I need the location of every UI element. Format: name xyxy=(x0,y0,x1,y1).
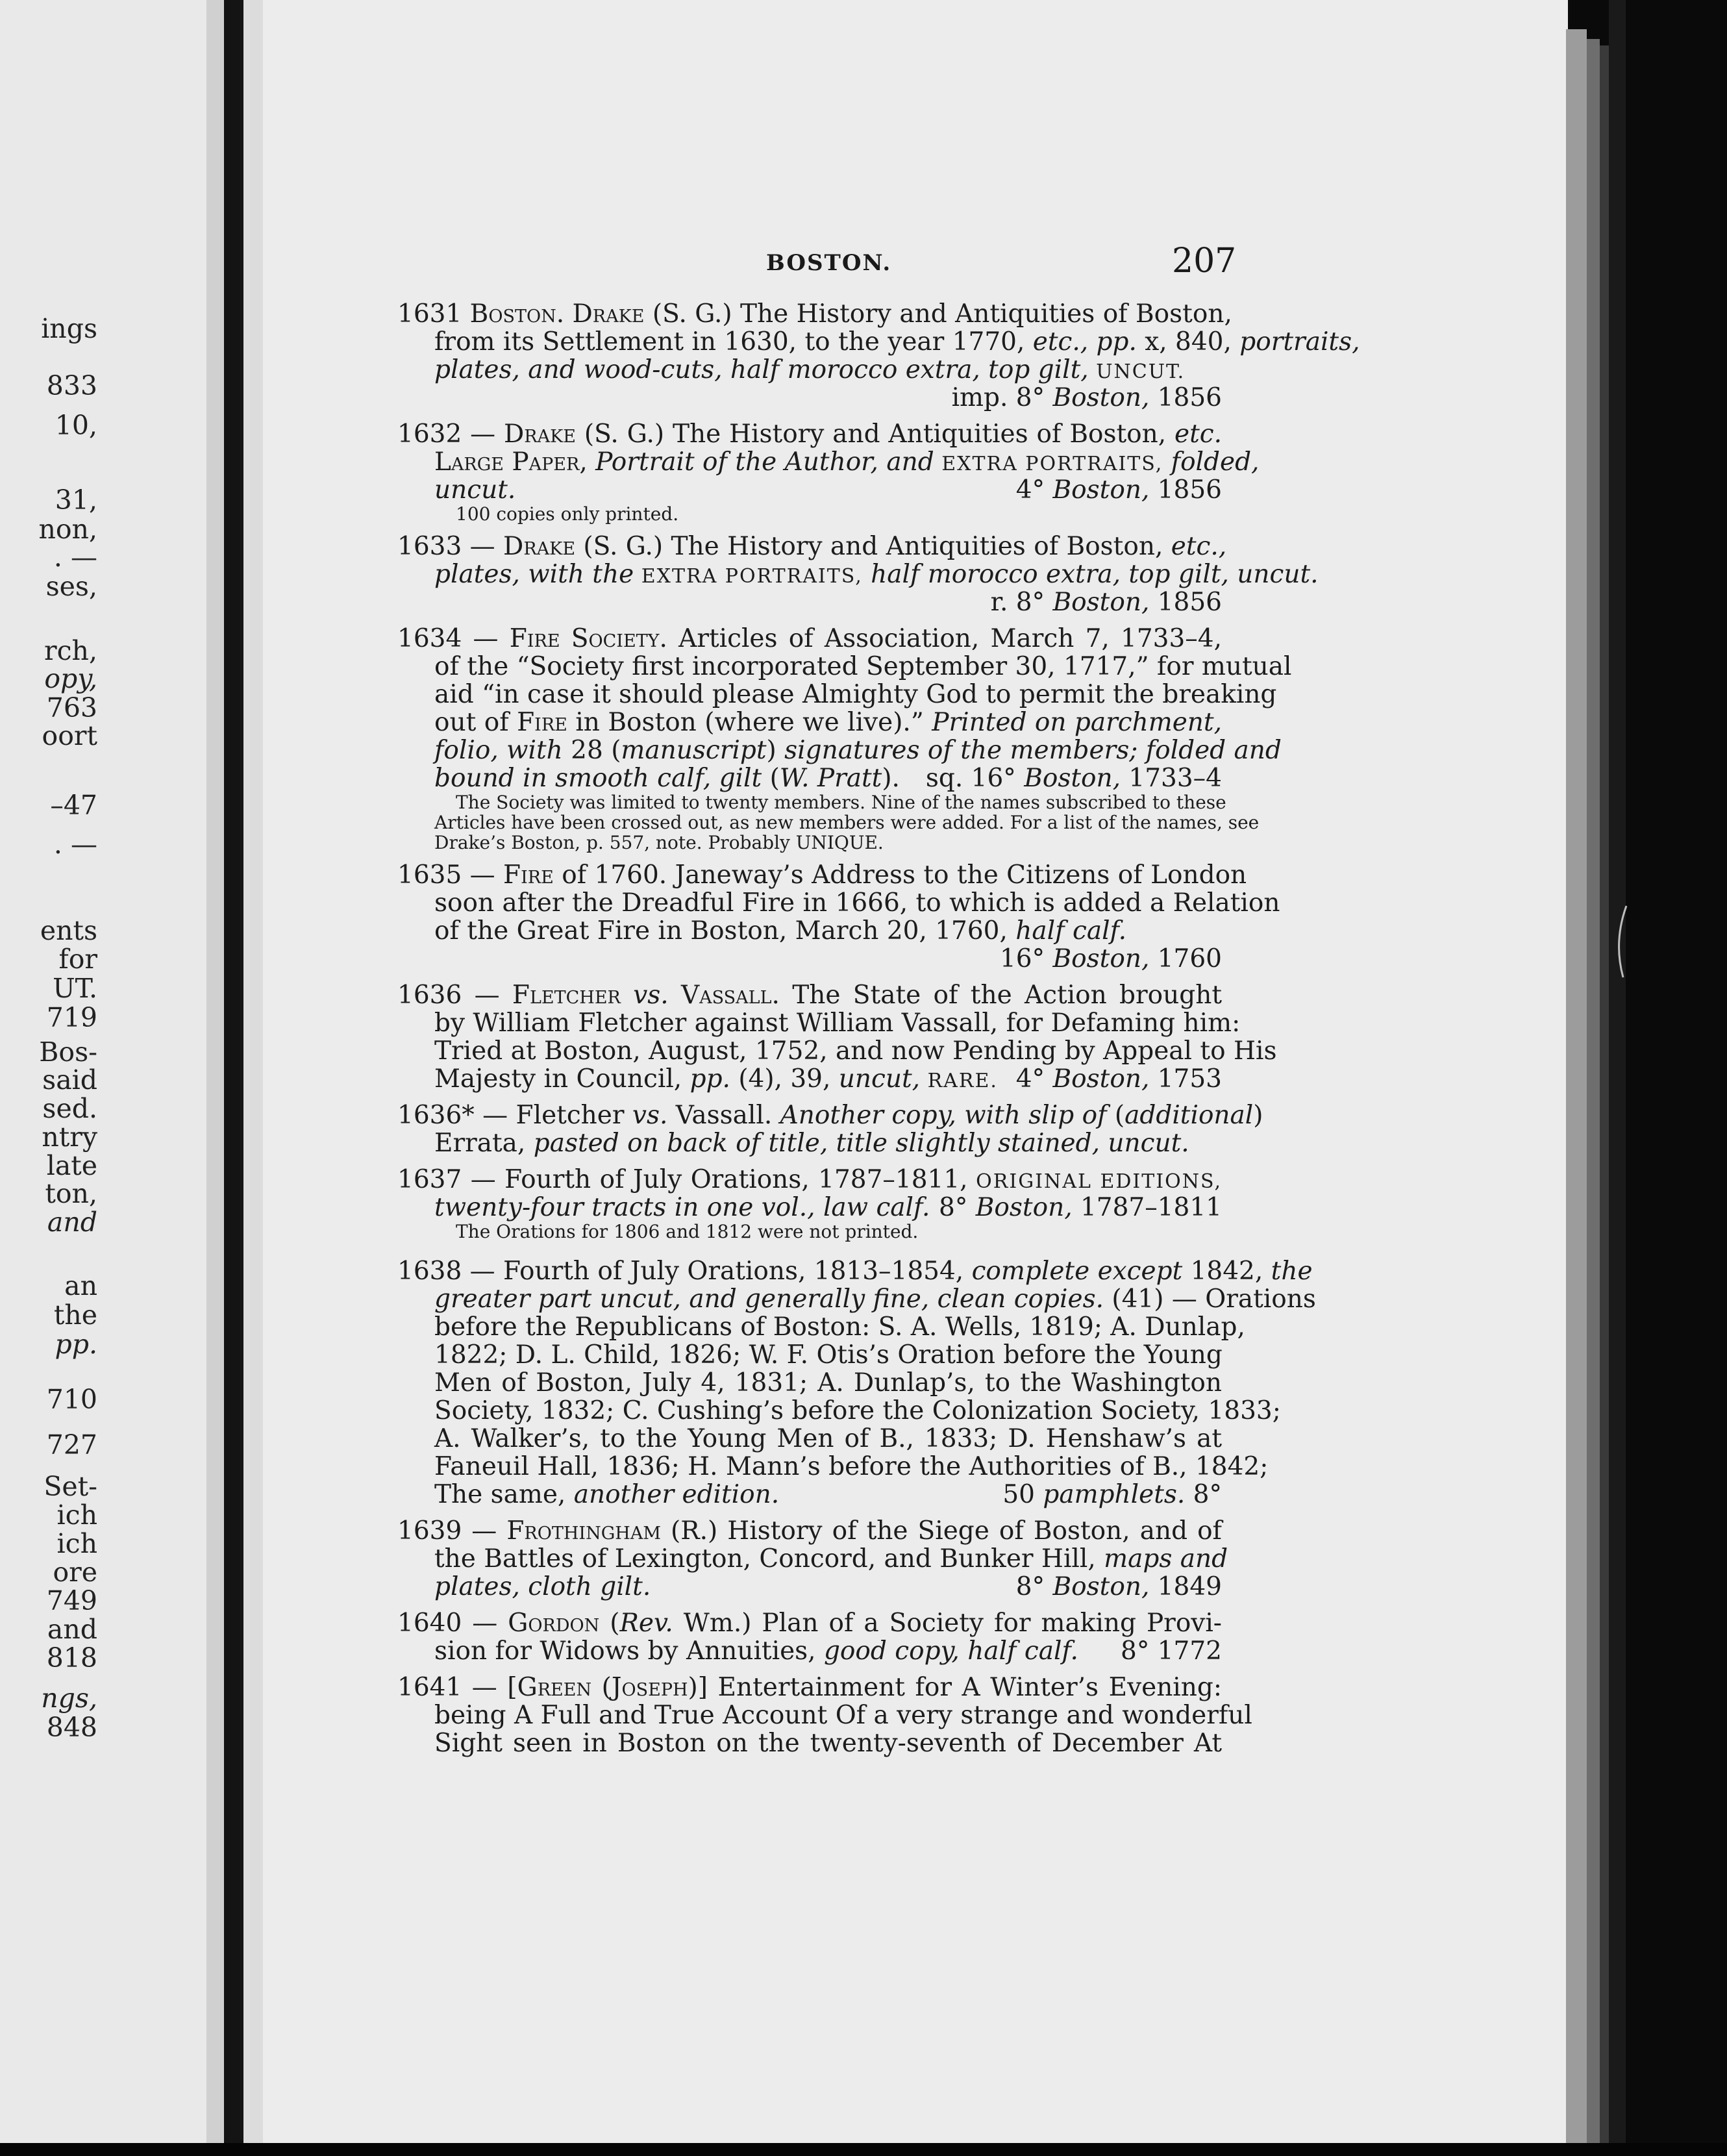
entry-line: folio, with 28 (manuscript) signatures of the members; folded and xyxy=(434,736,1282,765)
entry-line: Sight seen in Boston on the twenty-seventh of December At xyxy=(434,1729,1222,1758)
entry-note: The Orations for 1806 and 1812 were not printed. xyxy=(456,1221,919,1242)
entry-line: plates, and wood-cuts, half morocco extra, top gilt, UNCUT. xyxy=(434,355,1186,384)
left-fragment: Bos- xyxy=(39,1036,97,1068)
left-fragment: 833 xyxy=(46,370,97,401)
left-fragment: . — xyxy=(53,542,97,573)
entry-line: The same, another edition. 50 pamphlets. 8° xyxy=(434,1480,1222,1509)
entry-line: aid “in case it should please Almighty God to permit the breaking xyxy=(434,680,1277,709)
entry-note: Drake’s Boston, p. 557, note. Probably UNIQUE. xyxy=(434,832,884,853)
entry-line: Errata, pasted on back of title, title slightly stained, uncut. xyxy=(434,1129,1189,1158)
entry-line: 1637 — Fourth of July Orations, 1787–1811, ORIGINAL EDITIONS, xyxy=(397,1165,1222,1194)
left-fragment: 10, xyxy=(55,410,97,441)
entry-line: 1632 — Drake (S. G.) The History and Antiquities of Boston, etc. xyxy=(397,420,1223,449)
left-fragment: ich xyxy=(56,1499,97,1531)
left-fragment: ich xyxy=(56,1528,97,1559)
left-fragment: 31, xyxy=(55,484,97,516)
left-fragment: the xyxy=(53,1299,97,1331)
entry-line: plates, cloth gilt. 8° Boston, 1849 xyxy=(434,1572,1222,1601)
entry-line: 1636* — Fletcher vs. Vassall. Another copy, with slip of (additional) xyxy=(397,1101,1263,1130)
left-fragment: pp. xyxy=(55,1329,97,1360)
catalogue-entry-1632 xyxy=(397,420,1260,525)
left-fragment: opy, xyxy=(44,663,97,694)
left-fragment: ents xyxy=(40,915,97,946)
left-fragment: and xyxy=(47,1614,97,1645)
left-fragment: UT. xyxy=(53,973,97,1004)
page-edges xyxy=(1566,29,1587,2153)
catalogue-entry-1636 xyxy=(397,981,1277,1094)
entry-note: The Society was limited to twenty members. Nine of the names subscribed to these xyxy=(456,792,1226,813)
entry-line: 1639 — Frothingham (R.) History of the Siege of Boston, and of xyxy=(397,1516,1222,1546)
catalogue-entry-1640 xyxy=(397,1609,1222,1665)
left-fragment: an xyxy=(64,1270,97,1301)
catalogue-entries xyxy=(397,299,1360,1766)
entry-line: 1633 — Drake (S. G.) The History and Antiquities of Boston, etc., xyxy=(397,532,1227,561)
entry-line: from its Settlement in 1630, to the year 1770, etc., pp. x, 840, portraits, xyxy=(434,327,1360,357)
entry-line: 1636 — Fletcher vs. Vassall. The State of the Action brought xyxy=(397,981,1223,1010)
entry-line: greater part uncut, and generally fine, clean copies. (41) — Orations xyxy=(434,1285,1316,1314)
left-fragment: sed. xyxy=(42,1093,97,1124)
entry-line: bound in smooth calf, gilt (W. Pratt). sq. 16° Boston, 1733–4 xyxy=(434,764,1222,793)
entry-line: uncut. 4° Boston, 1856 xyxy=(434,475,1222,505)
left-fragment: 848 xyxy=(46,1712,97,1743)
entry-line: 1631 Boston. Drake (S. G.) The History and Antiquities of Boston, xyxy=(397,299,1232,329)
left-fragment: ore xyxy=(53,1557,97,1588)
left-fragment: oort xyxy=(42,720,97,751)
entry-line: of the Great Fire in Boston, March 20, 1760, half calf. xyxy=(434,916,1126,946)
entry-line: A. Walker’s, to the Young Men of B., 1833; D. Henshaw’s at xyxy=(434,1424,1222,1453)
entry-imprint: imp. 8° Boston, 1856 xyxy=(951,383,1222,412)
entry-line: before the Republicans of Boston: S. A. Wells, 1819; A. Dunlap, xyxy=(434,1312,1245,1342)
entry-line: Tried at Boston, August, 1752, and now Pending by Appeal to His xyxy=(434,1036,1277,1066)
left-fragment: ings xyxy=(41,313,97,344)
left-fragment: 749 xyxy=(46,1585,97,1616)
entry-imprint: r. 8° Boston, 1856 xyxy=(990,588,1222,617)
catalogue-entry-1641 xyxy=(397,1673,1252,1758)
left-fragment: . — xyxy=(53,829,97,860)
entry-imprint: 16° Boston, 1760 xyxy=(999,944,1222,973)
entry-line: soon after the Dreadful Fire in 1666, to which is added a Relation xyxy=(434,888,1280,918)
book-cover-edge xyxy=(1609,0,1626,2156)
entry-line: 1822; D. L. Child, 1826; W. F. Otis’s Oration before the Young xyxy=(434,1340,1223,1370)
left-fragment: rch, xyxy=(44,635,97,666)
entry-line: of the “Society first incorporated September 30, 1717,” for mutual xyxy=(434,652,1292,681)
left-fragment: late xyxy=(46,1150,97,1181)
left-fragment: for xyxy=(58,944,97,975)
running-head: BOSTON. xyxy=(766,250,892,276)
entry-line: Majesty in Council, pp. (4), 39, uncut, RARE. 4° Boston, 1753 xyxy=(434,1064,1222,1094)
catalogue-entry-1639 xyxy=(397,1516,1228,1601)
left-fragment: ngs, xyxy=(41,1683,97,1714)
left-fragment: non, xyxy=(38,514,97,545)
left-fragment: ton, xyxy=(45,1178,97,1209)
entry-line: out of Fire in Boston (where we live).” Printed on parchment, xyxy=(434,708,1222,737)
entry-line: being A Full and True Account Of a very strange and wonderful xyxy=(434,1701,1252,1730)
entry-line: 1635 — Fire of 1760. Janeway’s Address to the Citizens of London xyxy=(397,860,1247,890)
entry-line: Society, 1832; C. Cushing’s before the Colonization Society, 1833; xyxy=(434,1396,1281,1425)
entry-line: 1640 — Gordon (Rev. Wm.) Plan of a Society for making Provi- xyxy=(397,1609,1222,1638)
entry-line: sion for Widows by Annuities, good copy, half calf. 8° 1772 xyxy=(434,1636,1222,1666)
left-fragment: 727 xyxy=(46,1429,97,1460)
entry-line: Faneuil Hall, 1836; H. Mann’s before the Authorities of B., 1842; xyxy=(434,1452,1269,1481)
entry-note: 100 copies only printed. xyxy=(456,503,679,525)
entry-line: Men of Boston, July 4, 1831; A. Dunlap’s, to the Washington xyxy=(434,1368,1222,1398)
entry-line: 1641 — [Green (Joseph)] Entertainment for A Winter’s Evening: xyxy=(397,1673,1223,1702)
gutter xyxy=(224,0,243,2156)
left-fragment: 818 xyxy=(46,1642,97,1673)
left-fragment: said xyxy=(42,1064,97,1096)
left-fragment: and xyxy=(47,1207,97,1238)
page-number: 207 xyxy=(1172,242,1237,281)
catalogue-entry-1636-star xyxy=(397,1101,1263,1158)
catalogue-entry-1635 xyxy=(397,860,1280,973)
catalogue-entry-1633 xyxy=(397,532,1319,617)
entry-line: 1634 — Fire Society. Articles of Association, March 7, 1733–4, xyxy=(397,624,1223,653)
left-fragment: –47 xyxy=(50,790,97,821)
left-fragment: Set- xyxy=(43,1471,97,1502)
entry-line: twenty-four tracts in one vol., law calf. 8° Boston, 1787–1811 xyxy=(434,1193,1222,1222)
left-fragment: 710 xyxy=(46,1384,97,1415)
catalogue-entry-1631 xyxy=(397,299,1360,412)
left-fragment: ses, xyxy=(45,571,97,602)
entry-note: Articles have been crossed out, as new members were added. For a list of the names, see xyxy=(434,812,1260,833)
left-fragment: 763 xyxy=(46,692,97,723)
entry-line: 1638 — Fourth of July Orations, 1813–1854, complete except 1842, the xyxy=(397,1257,1313,1286)
catalogue-entry-1637 xyxy=(397,1166,1222,1242)
entry-line: Large Paper, Portrait of the Author, and EXTRA PORTRAITS, folded, xyxy=(434,447,1260,477)
catalogue-entry-1638 xyxy=(397,1257,1316,1509)
left-fragment: ntry xyxy=(42,1122,97,1153)
left-fragment: 719 xyxy=(46,1002,97,1033)
catalogue-entry-1634 xyxy=(397,624,1292,853)
entry-line: plates, with the EXTRA PORTRAITS, half morocco extra, top gilt, uncut. xyxy=(434,560,1319,589)
entry-line: the Battles of Lexington, Concord, and Bunker Hill, maps and xyxy=(434,1544,1228,1573)
entry-line: by William Fletcher against William Vassall, for Defaming him: xyxy=(434,1009,1241,1038)
